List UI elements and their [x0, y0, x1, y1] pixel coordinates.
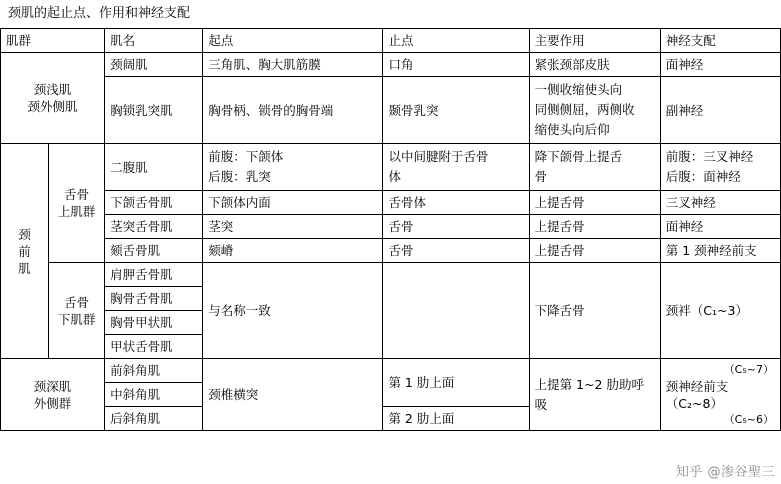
nerve [660, 359, 780, 431]
origin: 颈椎横突 [203, 359, 383, 431]
muscle-name: 肩胛舌骨肌 [105, 263, 203, 287]
subgroup-line-2: 上肌群 [57, 204, 96, 219]
subgroup-cell-suprahyoid [49, 144, 105, 263]
group-line-2: 外侧群 [33, 395, 72, 411]
insertion: 第 1 肋上面 [383, 359, 529, 407]
group-cell-anterior [1, 144, 49, 359]
column-header-insertion: 止点 [383, 29, 529, 53]
action: 紧张颈部皮肤 [529, 53, 660, 77]
muscle-name: 中斜角肌 [105, 383, 203, 407]
nerve: 三叉神经 [660, 191, 780, 215]
insertion: 第 2 肋上面 [383, 407, 529, 431]
insertion: 舌骨体 [383, 191, 529, 215]
table-row [1, 359, 781, 383]
nerve: 面神经 [660, 215, 780, 239]
action-line-3: 缩使头向后仰 [534, 122, 610, 137]
watermark: 知乎 @渗谷聖三 [675, 465, 775, 480]
origin-line-2: 后腹：乳突 [208, 169, 271, 184]
origin [203, 144, 383, 191]
column-header-origin: 起点 [203, 29, 383, 53]
table-row [1, 77, 781, 144]
action-line-1: 一侧收缩使头向 [534, 82, 623, 97]
subgroup-line-1: 舌骨 [64, 187, 90, 202]
subgroup-line-2: 下肌群 [57, 311, 96, 327]
nerve: 面神经 [660, 53, 780, 77]
action: 上提舌骨 [529, 191, 660, 215]
insertion-line-1: 以中间腱附于舌骨 [388, 149, 489, 164]
action: 下降舌骨 [529, 263, 660, 359]
nerve: 副神经 [660, 77, 780, 144]
insertion [383, 263, 529, 359]
insertion: 舌骨 [383, 215, 529, 239]
action-line-1: 降下颌骨上提舌 [534, 149, 623, 164]
column-header-action: 主要作用 [529, 29, 660, 53]
insertion-line-2: 体 [388, 169, 401, 184]
muscle-name: 茎突舌骨肌 [105, 215, 203, 239]
nerve-line-2: 后腹：面神经 [665, 169, 741, 184]
page-title: 颈肌的起止点、作用和神经支配 [8, 6, 191, 21]
action-line-1: 上提第 1~2 肋助呼 [534, 376, 644, 392]
muscle-name: 胸骨甲状肌 [105, 311, 203, 335]
group-cell-deep-lateral [1, 359, 105, 431]
nerve: 第 1 颈神经前支 [660, 239, 780, 263]
group-line-1: 颈深肌 [33, 378, 72, 394]
insertion: 舌骨 [383, 239, 529, 263]
nerve-superscript-top: （C₅~7） [723, 363, 774, 376]
muscle-name: 颈阔肌 [105, 53, 203, 77]
table-row [1, 263, 781, 287]
subgroup-cell-infrahyoid [49, 263, 105, 359]
action-line-2: 同侧侧屈，两侧收 [534, 102, 635, 117]
origin: 颏嵴 [203, 239, 383, 263]
table-row [1, 239, 781, 263]
muscle-name: 胸锁乳突肌 [105, 77, 203, 144]
origin-line-1: 前腹：下颌体 [208, 149, 284, 164]
origin: 胸骨柄、锁骨的胸骨端 [203, 77, 383, 144]
action [529, 359, 660, 431]
muscle-name: 颏舌骨肌 [105, 239, 203, 263]
muscle-name: 后斜角肌 [105, 407, 203, 431]
action [529, 144, 660, 191]
muscle-name: 前斜角肌 [105, 359, 203, 383]
nerve-main: 颈神经前支（C₂~8） [665, 378, 729, 411]
table-row [1, 215, 781, 239]
group-line-3: 肌 [18, 260, 31, 276]
table-header-row [1, 29, 781, 53]
action [529, 77, 660, 144]
muscle-name: 下颌舌骨肌 [105, 191, 203, 215]
muscle-name: 甲状舌骨肌 [105, 335, 203, 359]
origin: 与名称一致 [203, 263, 383, 359]
group-line-2: 前 [18, 243, 31, 259]
action-line-2: 吸 [534, 396, 548, 412]
group-line-2: 颈外侧肌 [27, 99, 78, 114]
origin: 下颌体内面 [203, 191, 383, 215]
column-header-group: 肌群 [1, 29, 105, 53]
table-row [1, 191, 781, 215]
muscle-name: 二腹肌 [105, 144, 203, 191]
subgroup-line-1: 舌骨 [64, 294, 90, 310]
action-line-2: 骨 [534, 169, 548, 184]
group-line-1: 颈 [18, 226, 31, 242]
column-header-nerve: 神经支配 [660, 29, 780, 53]
insertion: 口角 [383, 53, 529, 77]
nerve-superscript-bottom: （C₅~6） [723, 413, 774, 426]
nerve: 颈袢（C₁~3） [660, 263, 780, 359]
origin: 茎突 [203, 215, 383, 239]
group-line-1: 颈浅肌 [33, 82, 72, 97]
origin: 三角肌、胸大肌筋膜 [203, 53, 383, 77]
group-cell-superficial [1, 53, 105, 144]
insertion: 颞骨乳突 [383, 77, 529, 144]
muscle-name: 胸骨舌骨肌 [105, 287, 203, 311]
anatomy-table [0, 28, 781, 431]
action: 上提舌骨 [529, 239, 660, 263]
table-row [1, 53, 781, 77]
nerve-line-1: 前腹：三叉神经 [665, 149, 754, 164]
nerve [660, 144, 780, 191]
table-row [1, 144, 781, 191]
column-header-muscle: 肌名 [105, 29, 203, 53]
action: 上提舌骨 [529, 215, 660, 239]
insertion [383, 144, 529, 191]
